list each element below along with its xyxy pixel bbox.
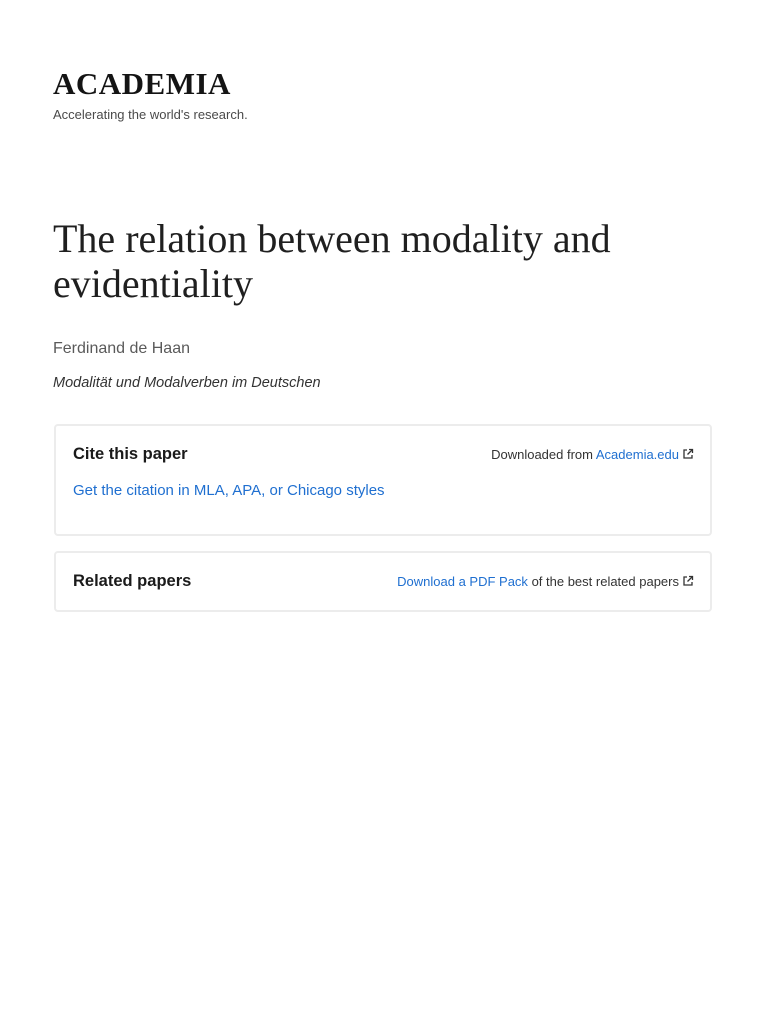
academia-logo[interactable]: ACADEMIA bbox=[53, 66, 231, 101]
cite-paper-card bbox=[54, 424, 712, 536]
download-pdf-pack bbox=[397, 574, 694, 590]
paper-author: Ferdinand de Haan bbox=[53, 340, 190, 357]
paper-title: The relation between modality and evidentiality bbox=[53, 216, 611, 306]
get-citation-link[interactable]: Get the citation in MLA, APA, or Chicago styles bbox=[73, 482, 385, 499]
related-papers-card bbox=[54, 551, 712, 612]
related-card-heading: Related papers bbox=[73, 572, 192, 590]
cite-card-heading: Cite this paper bbox=[73, 445, 188, 463]
academia-edu-link[interactable]: Academia.edu bbox=[596, 447, 694, 462]
download-pdf-pack-link[interactable]: Download a PDF Pack bbox=[397, 574, 528, 589]
downloaded-from bbox=[491, 447, 694, 463]
brand-header bbox=[53, 66, 248, 123]
paper-source: Modalität und Modalverben im Deutschen bbox=[53, 375, 321, 391]
download-suffix: of the best related papers bbox=[531, 574, 679, 589]
brand-tagline: Accelerating the world's research. bbox=[53, 107, 248, 122]
external-link-icon[interactable] bbox=[682, 575, 694, 587]
external-link-icon bbox=[682, 448, 694, 460]
downloaded-prefix: Downloaded from bbox=[491, 447, 596, 462]
